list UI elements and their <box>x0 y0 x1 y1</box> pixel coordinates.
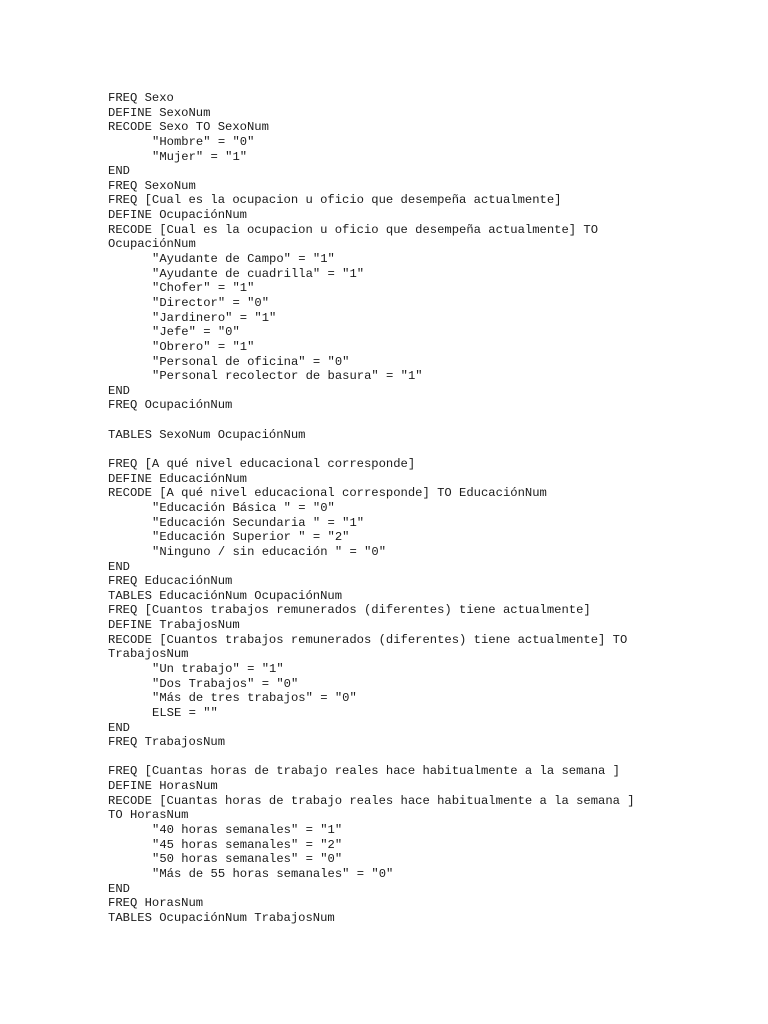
code-line: DEFINE TrabajosNum <box>108 618 240 633</box>
code-line: "Ninguno / sin educación " = "0" <box>152 544 387 559</box>
code-line: FREQ Sexo <box>108 91 174 105</box>
blank-line <box>108 413 748 428</box>
code-line: FREQ HorasNum <box>108 896 204 911</box>
code-line: "Obrero" = "1" <box>152 339 255 354</box>
code-line: RECODE [A qué nivel educacional corresponde] TO EducaciónNum <box>108 486 547 501</box>
code-line: "Personal recolector de basura" = "1" <box>152 369 423 384</box>
code-line: "Mujer" = "1" <box>152 149 248 164</box>
blank-line <box>108 750 748 765</box>
code-line: "Ayudante de Campo" = "1" <box>152 252 335 267</box>
code-line: "Hombre" = "0" <box>152 134 255 149</box>
code-line: ELSE = "" <box>152 705 218 720</box>
code-line: "45 horas semanales" = "2" <box>152 837 343 852</box>
syntax-code-block <box>108 91 748 926</box>
code-line: FREQ OcupaciónNum <box>108 398 233 413</box>
code-line: FREQ TrabajosNum <box>108 735 226 750</box>
code-line: END <box>108 559 130 574</box>
code-line: "Un trabajo" = "1" <box>152 661 284 676</box>
code-line: TO HorasNum <box>108 808 189 823</box>
code-line: FREQ [Cuantos trabajos remunerados (diferentes) tiene actualmente] <box>108 603 591 618</box>
blank-line <box>108 442 748 457</box>
code-line: "Personal de oficina" = "0" <box>152 354 350 369</box>
code-line: "50 horas semanales" = "0" <box>152 852 343 867</box>
code-line: TABLES SexoNum OcupaciónNum <box>108 427 306 442</box>
code-line: FREQ [Cuantas horas de trabajo reales hace habitualmente a la semana ] <box>108 764 620 779</box>
code-line: RECODE [Cual es la ocupacion u oficio que desempeña actualmente] TO <box>108 222 599 237</box>
code-line: "Ayudante de cuadrilla" = "1" <box>152 266 365 281</box>
code-line: TrabajosNum <box>108 647 189 662</box>
code-line: DEFINE SexoNum <box>108 105 211 120</box>
code-line: RECODE [Cuantos trabajos remunerados (diferentes) tiene actualmente] TO <box>108 632 628 647</box>
code-line: "Más de tres trabajos" = "0" <box>152 691 357 706</box>
code-line: FREQ EducaciónNum <box>108 574 233 589</box>
code-line: END <box>108 881 130 896</box>
code-line: OcupaciónNum <box>108 237 196 252</box>
code-line: "40 horas semanales" = "1" <box>152 823 343 838</box>
code-line: "Director" = "0" <box>152 295 270 310</box>
code-line: "Educación Básica " = "0" <box>152 500 335 515</box>
code-line: RECODE [Cuantas horas de trabajo reales hace habitualmente a la semana ] <box>108 793 635 808</box>
code-line: END <box>108 383 130 398</box>
code-line: "Educación Superior " = "2" <box>152 530 350 545</box>
code-line: "Más de 55 horas semanales" = "0" <box>152 866 394 881</box>
code-line: END <box>108 720 130 735</box>
code-line: TABLES EducaciónNum OcupaciónNum <box>108 588 343 603</box>
code-line: FREQ [Cual es la ocupacion u oficio que desempeña actualmente] <box>108 193 562 208</box>
code-line: "Jefe" = "0" <box>152 325 240 340</box>
code-line: DEFINE EducaciónNum <box>108 471 247 486</box>
code-line: "Dos Trabajos" = "0" <box>152 676 299 691</box>
code-line: DEFINE OcupaciónNum <box>108 208 247 223</box>
code-line: TABLES OcupaciónNum TrabajosNum <box>108 910 335 925</box>
code-line: "Educación Secundaria " = "1" <box>152 515 365 530</box>
code-line: "Jardinero" = "1" <box>152 310 277 325</box>
code-line: FREQ SexoNum <box>108 178 196 193</box>
code-line: DEFINE HorasNum <box>108 779 218 794</box>
code-line: FREQ [A qué nivel educacional corresponde] <box>108 457 416 472</box>
code-line: "Chofer" = "1" <box>152 281 255 296</box>
code-line: RECODE Sexo TO SexoNum <box>108 120 269 135</box>
code-line: END <box>108 164 130 179</box>
